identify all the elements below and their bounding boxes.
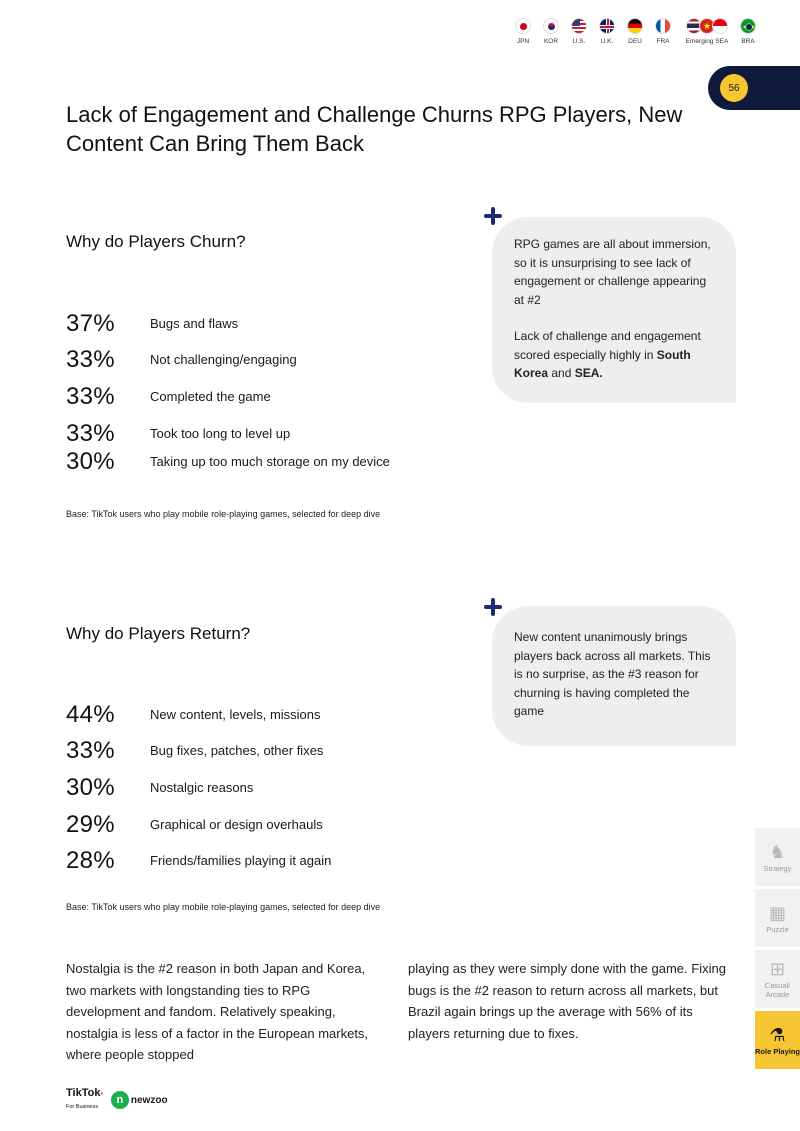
flag-label: KOR xyxy=(543,38,559,45)
flag-label: U.K. xyxy=(600,38,614,45)
footer-logos xyxy=(66,1088,168,1112)
churn-stat-row xyxy=(66,346,400,374)
return-stat-row xyxy=(66,737,400,765)
stat-label: Graphical or design overhauls xyxy=(150,817,323,832)
flag-jpn[interactable] xyxy=(510,18,536,45)
body-text-left: Nostalgia is the #2 reason in both Japan and Korea, two markets with longstanding ties to RPG development and fandom. Relatively speaking, nostalgia is less of a factor in the European markets, where people stopped xyxy=(66,961,369,1062)
flag-label: FRA xyxy=(656,38,670,45)
churn-stat-row xyxy=(66,448,400,476)
plus-icon xyxy=(484,598,502,616)
stat-percent: 33% xyxy=(66,383,115,410)
body-text-right: playing as they were simply done with the game. Fixing bugs is the #2 reason to return across all markets, but Brazil again brings up the average with 56% of its players returning due to fixes. xyxy=(408,961,726,1041)
stat-label: New content, levels, missions xyxy=(150,707,321,722)
chess-knight-icon: ♞ xyxy=(769,841,786,862)
flag-label: DEU xyxy=(628,38,642,45)
stat-label: Not challenging/engaging xyxy=(150,352,297,367)
flag-label: BRA xyxy=(741,38,755,45)
arcade-icon: ⊞ xyxy=(769,959,786,979)
churn-callout xyxy=(492,217,736,403)
flag-us[interactable] xyxy=(566,18,592,45)
stat-label: Took too long to level up xyxy=(150,426,291,441)
nav-label: Strategy xyxy=(763,863,792,873)
callout-text: New content unanimously brings players back across all markets. This is no surprise, as the #3 reason for churning is having completed the game xyxy=(514,630,711,718)
indonesia-flag-icon xyxy=(712,18,728,34)
korea-flag-icon xyxy=(543,18,559,34)
stat-percent: 33% xyxy=(66,346,115,373)
stat-percent: 30% xyxy=(66,774,115,801)
callout-text: Lack of challenge and engagement scored especially highly in South Korea and SEA. xyxy=(514,329,701,380)
france-flag-icon xyxy=(655,18,671,34)
page-title: Lack of Engagement and Challenge Churns RPG Players, New Content Can Bring Them Back xyxy=(66,102,683,156)
nav-casual-arcade[interactable] xyxy=(755,950,800,1008)
flag-deu[interactable] xyxy=(622,18,648,45)
uk-flag-icon xyxy=(599,18,615,34)
germany-flag-icon xyxy=(627,18,643,34)
return-stat-row xyxy=(66,774,400,802)
stat-percent: 37% xyxy=(66,310,115,337)
callout-text: RPG games are all about immersion, so it is unsurprising to see lack of engagement or challenge appearing at #2 xyxy=(514,237,711,307)
page-tab xyxy=(708,66,800,110)
stat-percent: 28% xyxy=(66,847,115,874)
flag-label: Emerging SEA xyxy=(685,38,729,45)
newzoo-logo: newzoo xyxy=(130,1094,168,1106)
nav-label: Casual/ Arcade xyxy=(764,981,791,999)
newzoo-logo-icon: n xyxy=(111,1091,129,1109)
flag-sea[interactable] xyxy=(678,18,736,45)
nav-label: Role Playing xyxy=(755,1046,800,1056)
flag-fra[interactable] xyxy=(650,18,676,45)
stat-percent: 44% xyxy=(66,701,115,728)
flag-label: JPN xyxy=(516,38,530,45)
stat-label: Bugs and flaws xyxy=(150,316,239,331)
flag-label: U.S. xyxy=(572,38,586,45)
flag-uk[interactable] xyxy=(594,18,620,45)
churn-stat-row xyxy=(66,310,400,338)
nav-role-playing[interactable] xyxy=(755,1011,800,1069)
base-note: Base: TikTok users who play mobile role-playing games, selected for deep dive xyxy=(66,902,381,912)
country-flags xyxy=(510,18,760,45)
nav-strategy[interactable] xyxy=(755,828,800,886)
stat-label: Taking up too much storage on my device xyxy=(150,454,390,469)
japan-flag-icon xyxy=(515,18,531,34)
return-stat-row xyxy=(66,847,400,875)
flag-bra[interactable] xyxy=(738,18,758,45)
flag-kor[interactable] xyxy=(538,18,564,45)
stat-label: Nostalgic reasons xyxy=(150,780,254,795)
page-number: 56 xyxy=(720,74,748,102)
usa-flag-icon xyxy=(571,18,587,34)
nav-label: Puzzle xyxy=(766,924,789,934)
return-stat-row xyxy=(66,811,400,839)
plus-icon xyxy=(484,207,502,225)
stat-percent: 33% xyxy=(66,737,115,764)
nav-puzzle[interactable] xyxy=(755,889,800,947)
stat-label: Friends/families playing it again xyxy=(150,853,332,868)
return-heading: Why do Players Return? xyxy=(66,624,251,643)
return-callout xyxy=(492,606,736,746)
churn-heading: Why do Players Churn? xyxy=(66,232,246,251)
return-stat-row xyxy=(66,701,400,729)
base-note: Base: TikTok users who play mobile role-playing games, selected for deep dive xyxy=(66,509,381,519)
stat-percent: 30% xyxy=(66,448,115,475)
genre-side-nav xyxy=(755,828,800,1072)
potion-icon: ⚗ xyxy=(769,1024,786,1045)
stat-label: Completed the game xyxy=(150,389,271,404)
puzzle-icon: ▦ xyxy=(768,902,786,923)
vietnam-flag-icon: ★ xyxy=(699,18,715,34)
churn-stat-row xyxy=(66,383,400,411)
stat-label: Bug fixes, patches, other fixes xyxy=(150,743,324,758)
stat-percent: 29% xyxy=(66,811,115,838)
churn-stat-row xyxy=(66,420,400,448)
stat-percent: 33% xyxy=(66,420,115,447)
brazil-flag-icon xyxy=(740,18,756,34)
tiktok-logo: TikTok• For Business xyxy=(66,1087,103,1110)
